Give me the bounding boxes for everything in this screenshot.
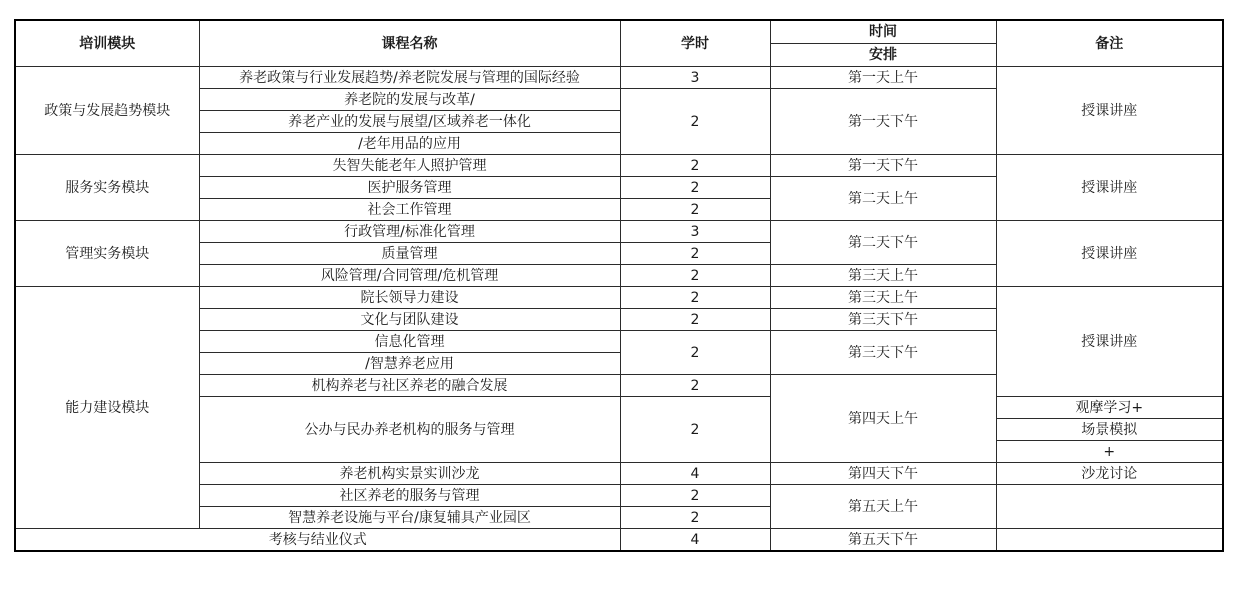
time-cell: 第三天下午	[770, 309, 996, 331]
hours-cell: 2	[620, 243, 770, 265]
hours-cell: 2	[620, 309, 770, 331]
footer-label-cell: 考核与结业仪式	[15, 529, 620, 552]
course-cell: 质量管理	[199, 243, 620, 265]
hours-cell: 2	[620, 507, 770, 529]
course-cell: 智慧养老设施与平台/康复辅具产业园区	[199, 507, 620, 529]
header-module: 培训模块	[15, 20, 199, 67]
course-cell: 养老机构实景实训沙龙	[199, 463, 620, 485]
header-course: 课程名称	[199, 20, 620, 67]
header-row	[15, 20, 1223, 44]
notes-cell: 授课讲座	[996, 287, 1223, 397]
course-cell: 失智失能老年人照护管理	[199, 155, 620, 177]
hours-cell: 3	[620, 67, 770, 89]
header-notes: 备注	[996, 20, 1223, 67]
course-cell: 公办与民办养老机构的服务与管理	[199, 397, 620, 463]
hours-cell: 2	[620, 375, 770, 397]
time-cell: 第一天下午	[770, 89, 996, 155]
table-row	[15, 67, 1223, 89]
time-cell: 第一天下午	[770, 155, 996, 177]
course-cell: 院长领导力建设	[199, 287, 620, 309]
module-cell: 管理实务模块	[15, 221, 199, 287]
notes-cell: 授课讲座	[996, 221, 1223, 287]
table-row	[15, 155, 1223, 177]
notes-cell: +	[996, 441, 1223, 463]
notes-cell: 场景模拟	[996, 419, 1223, 441]
course-cell: 信息化管理	[199, 331, 620, 353]
header-hours: 学时	[620, 20, 770, 67]
time-cell: 第三天下午	[770, 331, 996, 375]
time-cell: 第四天上午	[770, 375, 996, 463]
time-cell: 第四天下午	[770, 463, 996, 485]
header-time: 时间	[770, 20, 996, 44]
module-cell: 服务实务模块	[15, 155, 199, 221]
course-cell: 医护服务管理	[199, 177, 620, 199]
hours-cell: 2	[620, 485, 770, 507]
time-cell: 第三天上午	[770, 265, 996, 287]
notes-cell	[996, 529, 1223, 552]
notes-cell: 沙龙讨论	[996, 463, 1223, 485]
course-cell: 文化与团队建设	[199, 309, 620, 331]
module-cell: 能力建设模块	[15, 287, 199, 529]
hours-cell: 2	[620, 397, 770, 463]
training-schedule-table	[14, 19, 1224, 552]
table-row	[15, 287, 1223, 309]
course-cell: /智慧养老应用	[199, 353, 620, 375]
notes-cell: 观摩学习+	[996, 397, 1223, 419]
hours-cell: 2	[620, 331, 770, 375]
course-cell: 社区养老的服务与管理	[199, 485, 620, 507]
table-row	[15, 221, 1223, 243]
time-cell: 第五天下午	[770, 529, 996, 552]
hours-cell: 2	[620, 287, 770, 309]
hours-cell: 2	[620, 265, 770, 287]
time-cell: 第二天下午	[770, 221, 996, 265]
hours-cell: 2	[620, 199, 770, 221]
course-cell: 行政管理/标准化管理	[199, 221, 620, 243]
time-cell: 第二天上午	[770, 177, 996, 221]
hours-cell: 4	[620, 463, 770, 485]
course-cell: 养老产业的发展与展望/区域养老一体化	[199, 111, 620, 133]
time-cell: 第三天上午	[770, 287, 996, 309]
header-arrangement: 安排	[770, 44, 996, 67]
time-cell: 第一天上午	[770, 67, 996, 89]
course-cell: 养老政策与行业发展趋势/养老院发展与管理的国际经验	[199, 67, 620, 89]
course-cell: 风险管理/合同管理/危机管理	[199, 265, 620, 287]
hours-cell: 2	[620, 89, 770, 155]
course-cell: /老年用品的应用	[199, 133, 620, 155]
time-cell: 第五天上午	[770, 485, 996, 529]
notes-cell: 授课讲座	[996, 155, 1223, 221]
hours-cell: 2	[620, 155, 770, 177]
module-cell: 政策与发展趋势模块	[15, 67, 199, 155]
hours-cell: 2	[620, 177, 770, 199]
course-cell: 社会工作管理	[199, 199, 620, 221]
hours-cell: 4	[620, 529, 770, 552]
course-cell: 养老院的发展与改革/	[199, 89, 620, 111]
notes-cell	[996, 485, 1223, 529]
notes-cell: 授课讲座	[996, 67, 1223, 155]
hours-cell: 3	[620, 221, 770, 243]
course-cell: 机构养老与社区养老的融合发展	[199, 375, 620, 397]
table-row	[15, 529, 1223, 552]
